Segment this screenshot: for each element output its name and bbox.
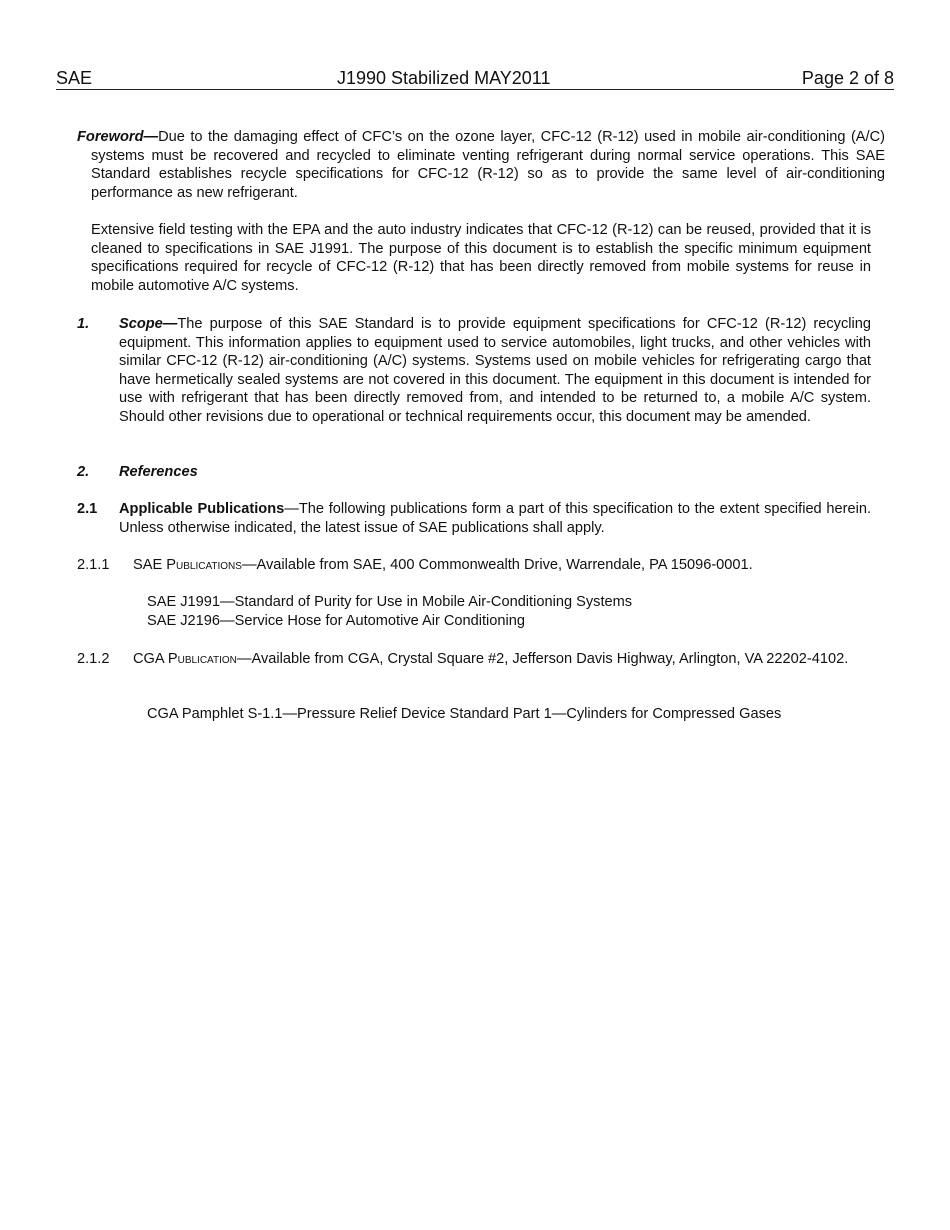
cga-pub-label: CGA Publication [133,651,237,667]
sae-pubs-dash: — [241,557,257,573]
sae-pubs-number: 2.1.1 [77,557,110,573]
sae-pubs-label: SAE Publications [133,557,242,573]
cga-pub-paragraph [133,650,873,669]
cga-pub-text: Available from CGA, Crystal Square #2, Jefferson Davis Highway, Arlington, VA 22202-4102. [251,651,849,667]
references-heading: References [119,464,198,480]
reference-item: CGA Pamphlet S-1.1—Pressure Relief Device Standard Part 1—Cylinders for Compressed Gases [147,706,782,722]
sae-pubs-text: Available from SAE, 400 Commonwealth Drive, Warrendale, PA 15096-0001. [256,557,753,573]
applicable-number: 2.1 [77,501,98,517]
header-org: SAE [56,68,93,88]
foreword-text: Due to the damaging effect of CFC’s on the ozone layer, CFC-12 (R-12) used in mobile air-conditioning (A/C) systems must be recovered and recycled to eliminate venting refrigerant during normal service operations. This SAE Standard establishes recycle specifications for CFC-12 (R-12) so as to provide the same level of air-conditioning performance as new refrigerant. [91,129,885,201]
references-number: 2. [77,464,90,480]
foreword-dash: — [143,129,159,145]
applicable-dash: — [284,501,299,517]
sae-pubs-paragraph [133,556,873,575]
scope-label: Scope [119,316,163,332]
cga-pub-dash: — [236,651,252,667]
scope-paragraph [119,315,871,427]
header-doc-id: J1990 Stabilized MAY2011 [337,68,551,88]
reference-item: SAE J1991—Standard of Purity for Use in Mobile Air-Conditioning Systems [147,594,633,610]
scope-text: The purpose of this SAE Standard is to provide equipment specifications for CFC-12 (R-12) recycling equipment. This information applies to equipment used to service automobiles, light trucks, and other vehicles with similar CFC-12 (R-12) air-conditioning (A/C) systems. Systems used on mobile vehicles for refrigerating cargo that have hermetically sealed systems are not covered in this document. The equipment in this document is intended for use with refrigerant that has been directly removed from, and intended to be returned to, a mobile A/C system. Should other revisions due to operational or technical requirements occur, this document may be amended. [119,316,871,425]
header-page-number: Page 2 of 8 [801,68,894,88]
page-header [56,67,894,90]
foreword-paragraph [77,128,885,202]
applicable-text: The following publications form a part of this specification to the extent specified herein. Unless otherwise indicated, the latest issue of SAE publications shall apply. [119,501,871,536]
cga-pub-number: 2.1.2 [77,651,110,667]
scope-dash: — [162,316,178,332]
scope-number: 1. [77,316,90,332]
intro-paragraph: Extensive field testing with the EPA and the auto industry indicates that CFC-12 (R-12) can be reused, provided that it is cleaned to specifications in SAE J1991. The purpose of this document is to establish the specific minimum equipment specifications required for recycle of CFC-12 (R-12) that has been directly removed from mobile systems for reuse in mobile automotive A/C systems. [91,222,871,294]
applicable-label: Applicable Publications [119,501,285,517]
reference-item: SAE J2196—Service Hose for Automotive Air Conditioning [147,613,526,629]
applicable-paragraph [119,500,871,537]
foreword-label: Foreword [77,129,144,145]
